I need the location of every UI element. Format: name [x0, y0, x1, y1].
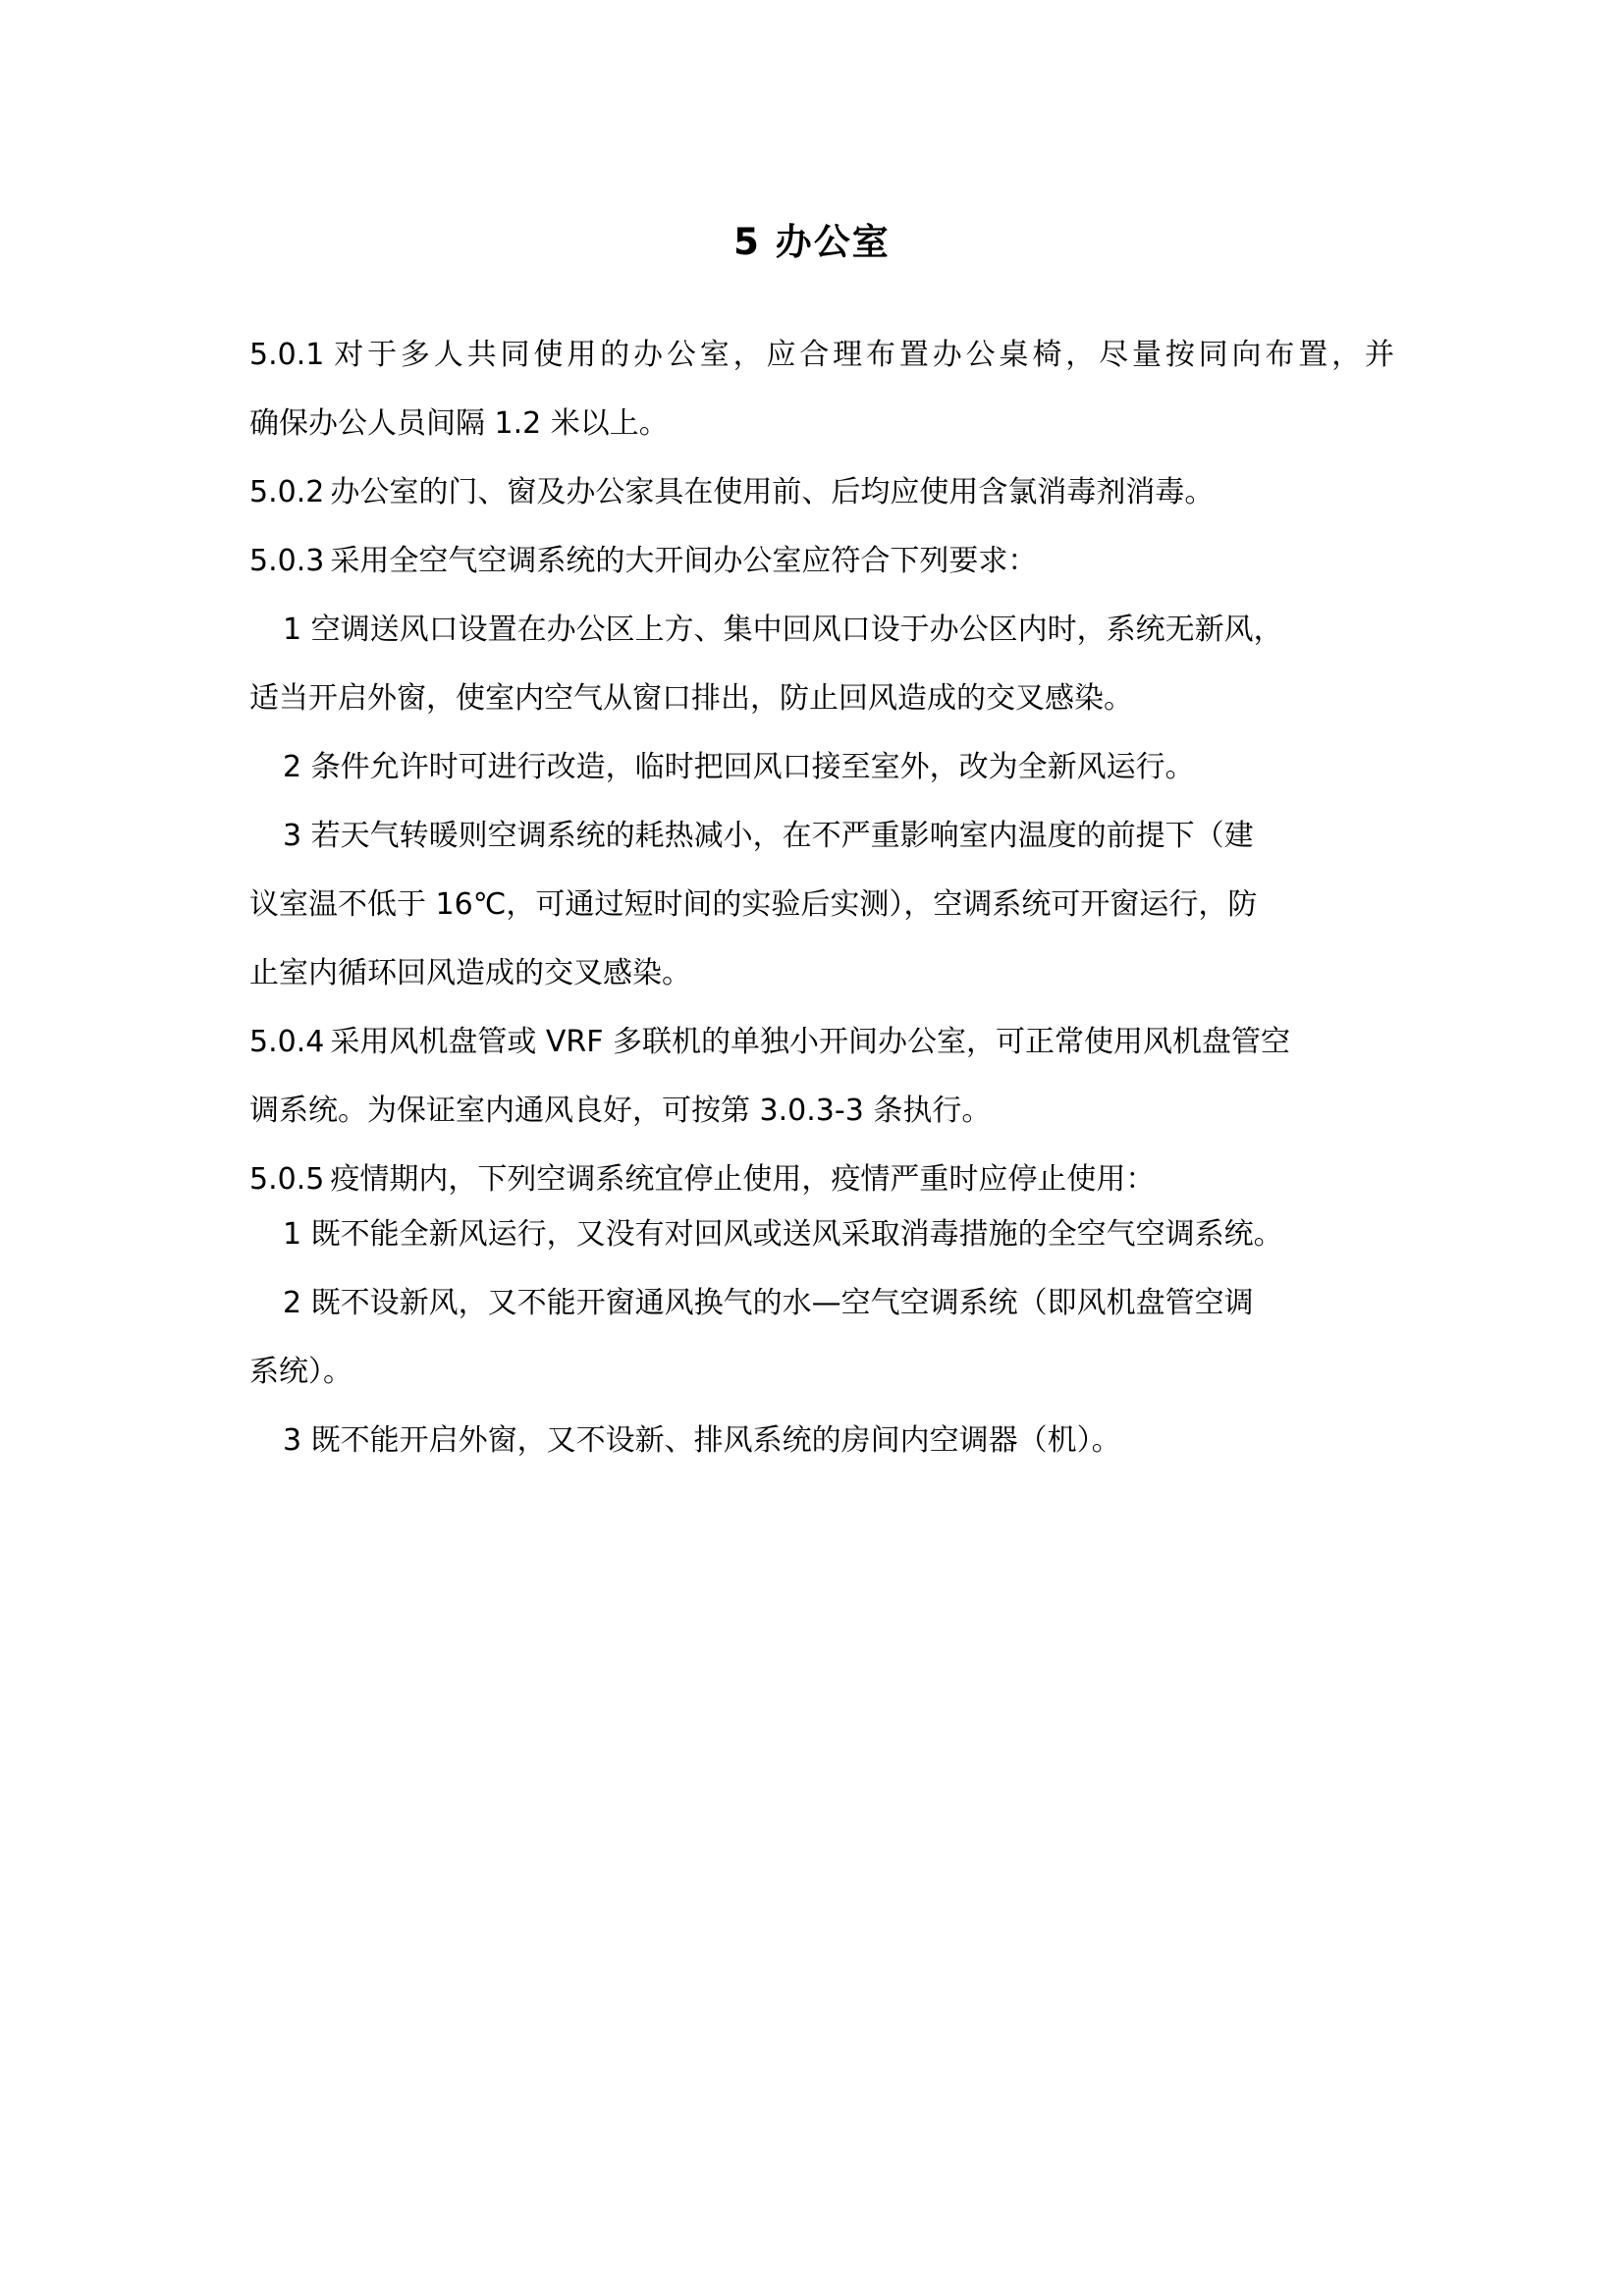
clause-5-0-4-line-2: 调系统。为保证室内通风良好，可按第 3.0.3-3 条执行。	[249, 1094, 992, 1128]
clause-5-0-1-line-1	[249, 329, 1394, 398]
clause-number: 5.0.5	[249, 1162, 325, 1197]
clause-5-0-3-item-3-line-3: 止室内循环回风造成的交叉感染。	[249, 956, 691, 990]
clause-number: 5.0.2	[249, 475, 325, 509]
clause-text: 对于多人共同使用的办公室，应合理布置办公桌椅，尽量按同向布置，并	[330, 338, 1394, 372]
clause-5-0-1-line-2: 确保办公人员间隔 1.2 米以上。	[249, 406, 669, 441]
clause-5-0-3-item-3-line-2: 议室温不低于 16℃，可通过短时间的实验后实测），空调系统可开窗运行，防	[249, 887, 1258, 922]
clause-number: 5.0.4	[249, 1025, 325, 1059]
clause-5-0-3-item-2-line-1: 2 条件允许时可进行改造，临时把回风口接至室外，改为全新风运行。	[283, 750, 1195, 784]
clause-5-0-5-item-2-line-2: 系统）。	[249, 1355, 352, 1389]
clause-5-0-3-item-1-line-2: 适当开启外窗，使室内空气从窗口排出，防止回风造成的交叉感染。	[249, 681, 1133, 716]
clause-5-0-3-item-3-line-1: 3 若天气转暖则空调系统的耗热减小，在不严重影响室内温度的前提下（建	[283, 819, 1254, 853]
clause-number: 5.0.3	[249, 544, 325, 578]
clause-5-0-2-line-1	[249, 466, 1394, 535]
clause-text: 采用全空气空调系统的大开间办公室应符合下列要求：	[330, 544, 1038, 578]
clause-number: 5.0.1	[249, 338, 325, 372]
clause-5-0-5-item-3-line-1: 3 既不能开启外窗，又不设新、排风系统的房间内空调器（机）。	[283, 1423, 1121, 1458]
clause-text: 办公室的门、窗及办公家具在使用前、后均应使用含氯消毒剂消毒。	[330, 475, 1215, 509]
clause-text: 采用风机盘管或 VRF 多联机的单独小开间办公室，可正常使用风机盘管空	[330, 1025, 1291, 1059]
section-body	[249, 329, 1394, 1483]
clause-text: 疫情期内，下列空调系统宜停止使用，疫情严重时应停止使用：	[330, 1162, 1156, 1197]
section-title: 5 办公室	[733, 221, 891, 263]
clause-5-0-5-line-1	[249, 1153, 1394, 1208]
clause-5-0-4-line-1	[249, 1016, 1394, 1085]
clause-5-0-5-item-1-line-1: 1 既不能全新风运行，又没有对回风或送风采取消毒措施的全空气空调系统。	[283, 1217, 1283, 1252]
clause-5-0-3-line-1	[249, 535, 1394, 604]
clause-5-0-3-item-1-line-1: 1 空调送风口设置在办公区上方、集中回风口设于办公区内时，系统无新风，	[283, 613, 1283, 647]
clause-5-0-5-item-2-line-1: 2 既不设新风，又不能开窗通风换气的水—空气空调系统（即风机盘管空调	[283, 1286, 1254, 1320]
